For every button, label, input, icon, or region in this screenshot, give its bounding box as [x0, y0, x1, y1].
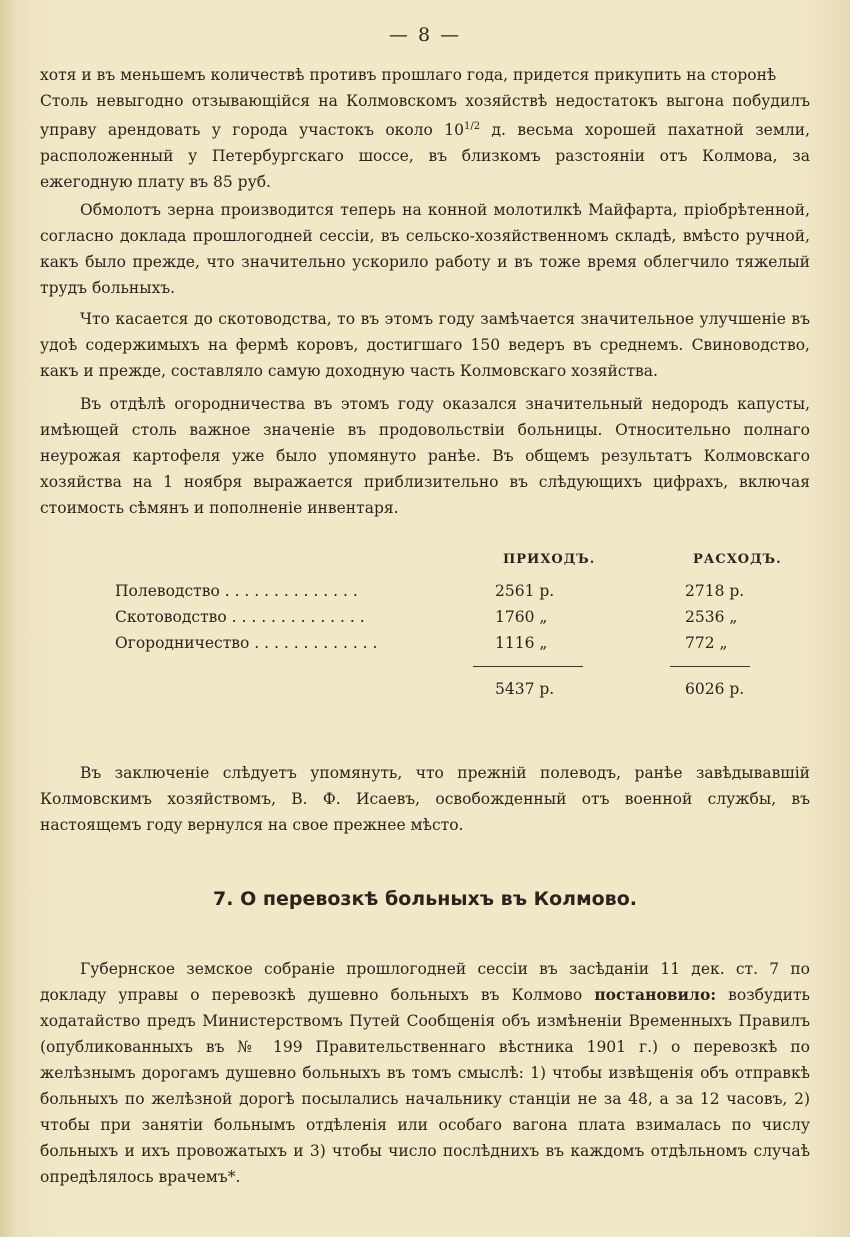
p1-line-a: хотя и въ меньшемъ количествѣ противъ прошлаго года, придется прикупить на сторонѣ [40, 66, 777, 84]
paragraph-threshing: Обмолотъ зерна производится теперь на конной молотилкѣ Майфарта, пріобрѣтенной, согласно доклада прошлогодней сессіи, въ сельско-хозяйственномъ складѣ, вмѣсто ручной, какъ было прежде, что значительно ускорило работу и въ тоже время облегчило тяжелый трудъ больныхъ. [40, 201, 810, 297]
paragraph-livestock: Что касается до скотоводства, то въ этомъ году замѣчается значительное улучшеніе въ удоѣ содержимыхъ на фермѣ коровъ, достигшаго 150 ведеръ въ среднемъ. Свиноводство, какъ и прежде, составляло самую доходную часть Колмовскаго хозяйства. [40, 310, 810, 380]
p6-decision: постановило: [594, 985, 717, 1004]
expense-header: РАСХОДЪ. [693, 552, 782, 567]
row-expense: 2718 р. [685, 582, 745, 600]
row-income: 1760 „ [495, 608, 548, 626]
p1-fraction: 1/2 [463, 121, 481, 132]
table-row [115, 634, 765, 660]
total-income: 5437 р. [495, 680, 555, 698]
table-row [115, 582, 765, 608]
section-heading: 7. О перевозкѣ больныхъ въ Колмово. [213, 888, 637, 910]
paragraph-transport [40, 956, 810, 1190]
row-expense: 2536 „ [685, 608, 738, 626]
expense-total-rule [670, 666, 750, 667]
row-label: Огородничество . . . . . . . . . . . . . [115, 634, 378, 652]
income-header: ПРИХОДЪ. [503, 552, 596, 567]
income-total-rule [473, 666, 583, 667]
p6-text-end: возбудить ходатайство предъ Министерствомъ Путей Сообщенія объ измѣненіи Временныхъ Правилъ (опубликованныхъ въ № 199 Правительственнаго вѣстника 1901 г.) о перевозкѣ по желѣзнымъ дорогамъ душевно больныхъ въ томъ смыслѣ: 1) чтобы извѣщенія объ отправкѣ больныхъ по желѣзной дорогѣ посылались начальнику станціи не за 48, а за 12 часовъ, 2) чтобы при занятіи больнымъ отдѣленія или особаго вагона плата взималась по числу больныхъ и ихъ провожатыхъ и 3) чтобы число послѣднихъ въ каждомъ отдѣльномъ случаѣ опредѣлялось врачемъ*. [40, 986, 810, 1186]
table-row [115, 608, 765, 634]
paragraph-continuation [40, 62, 810, 195]
total-expense: 6026 р. [685, 680, 745, 698]
p1-text: Столь невыгодно отзывающійся на Колмовскомъ хозяйствѣ недостатокъ выгона побудилъ управу арендовать у города участокъ около 10 [40, 92, 810, 140]
row-label: Скотоводство . . . . . . . . . . . . . . [115, 608, 365, 626]
row-label: Полеводство . . . . . . . . . . . . . . [115, 582, 358, 600]
row-income: 2561 р. [495, 582, 555, 600]
paragraph-gardening: Въ отдѣлѣ огородничества въ этомъ году оказался значительный недородъ капусты, имѣющей столь важное значеніе въ продовольствіи больницы. Относительно полнаго неурожая картофеля уже было упомянуто ранѣе. Въ общемъ результатъ Колмовскаго хозяйства на 1 ноября выражается приблизительно въ слѣдующихъ цифрахъ, включая стоимость сѣмянъ и пополненіе инвентаря. [40, 395, 810, 517]
p1-text-end: д. весьма хорошей пахатной земли, расположенный у Петербургскаго шоссе, въ близкомъ разстояніи отъ Колмова, за ежегодную плату въ 85 руб. [40, 121, 811, 192]
page-number: — 8 — [388, 24, 462, 46]
row-expense: 772 „ [685, 634, 728, 652]
paragraph-conclusion: Въ заключеніе слѣдуетъ упомянуть, что прежній полеводъ, ранѣе завѣдывавшій Колмовскимъ хозяйствомъ, В. Ф. Исаевъ, освобожденный отъ военной службы, въ настоящемъ году вернулся на свое прежнее мѣсто. [40, 764, 810, 834]
table-total-row [115, 680, 765, 706]
p6-text: Губернское земское собраніе прошлогодней сессіи въ засѣданіи 11 дек. ст. 7 по докладу управы о перевозкѣ душевно больныхъ въ Колмово [40, 960, 810, 1004]
row-income: 1116 „ [495, 634, 548, 652]
